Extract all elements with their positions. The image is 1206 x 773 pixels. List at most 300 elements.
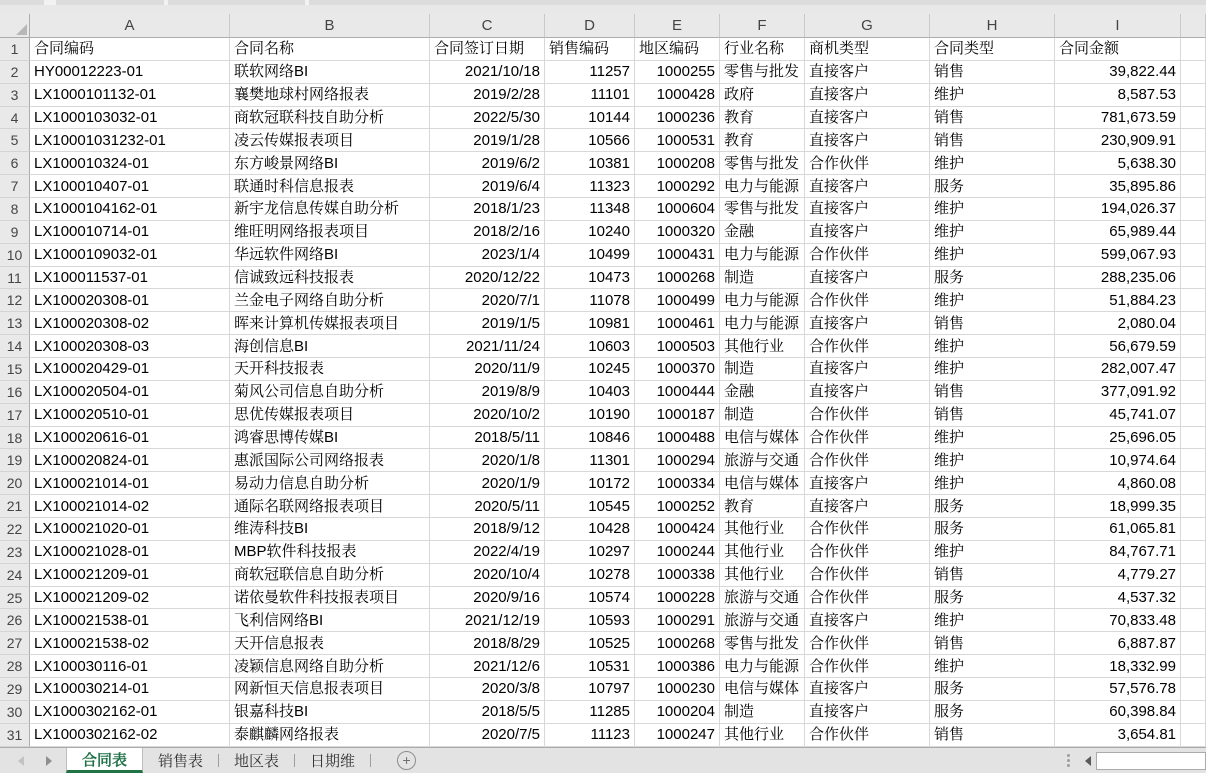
cell-F25[interactable]: 旅游与交通: [720, 587, 805, 610]
cell-G22[interactable]: 合作伙伴: [805, 518, 930, 541]
cell-B26[interactable]: 飞利信网络BI: [230, 609, 430, 632]
sheet-tab-日期维[interactable]: 日期维: [310, 753, 356, 770]
cell-E29[interactable]: 1000230: [635, 678, 720, 701]
row-header-5[interactable]: 5: [0, 129, 30, 152]
cell-I20[interactable]: 4,860.08: [1055, 472, 1181, 495]
cell-G7[interactable]: 直接客户: [805, 175, 930, 198]
cell-A17[interactable]: LX100020510-01: [30, 404, 230, 427]
cell-E23[interactable]: 1000244: [635, 541, 720, 564]
row-header-18[interactable]: 18: [0, 427, 30, 450]
cell-C23[interactable]: 2022/4/19: [430, 541, 545, 564]
cell-E27[interactable]: 1000268: [635, 632, 720, 655]
row-header-25[interactable]: 25: [0, 587, 30, 610]
cell-C5[interactable]: 2019/1/28: [430, 129, 545, 152]
cell-C29[interactable]: 2020/3/8: [430, 678, 545, 701]
cell-I10[interactable]: 599,067.93: [1055, 244, 1181, 267]
cell-C27[interactable]: 2018/8/29: [430, 632, 545, 655]
cell-A16[interactable]: LX100020504-01: [30, 381, 230, 404]
cell-E3[interactable]: 1000428: [635, 84, 720, 107]
cell-A12[interactable]: LX100020308-01: [30, 289, 230, 312]
cell-partial-23[interactable]: [1181, 541, 1206, 564]
cell-E4[interactable]: 1000236: [635, 107, 720, 130]
cell-F22[interactable]: 其他行业: [720, 518, 805, 541]
cell-E28[interactable]: 1000386: [635, 655, 720, 678]
cell-F20[interactable]: 电信与媒体: [720, 472, 805, 495]
cell-I18[interactable]: 25,696.05: [1055, 427, 1181, 450]
cell-B27[interactable]: 天开信息报表: [230, 632, 430, 655]
cell-E31[interactable]: 1000247: [635, 724, 720, 747]
cell-D13[interactable]: 10981: [545, 312, 635, 335]
row-header-6[interactable]: 6: [0, 152, 30, 175]
row-header-27[interactable]: 27: [0, 632, 30, 655]
column-header-E[interactable]: E: [635, 14, 720, 38]
cell-A6[interactable]: LX100010324-01: [30, 152, 230, 175]
cell-H28[interactable]: 维护: [930, 655, 1055, 678]
column-header-H[interactable]: H: [930, 14, 1055, 38]
cell-B28[interactable]: 凌颖信息网络自助分析: [230, 655, 430, 678]
cell-A23[interactable]: LX100021028-01: [30, 541, 230, 564]
cell-partial-13[interactable]: [1181, 312, 1206, 335]
cell-B19[interactable]: 惠派国际公司网络报表: [230, 449, 430, 472]
cell-A2[interactable]: HY00012223-01: [30, 61, 230, 84]
cell-E15[interactable]: 1000370: [635, 358, 720, 381]
row-header-12[interactable]: 12: [0, 289, 30, 312]
cell-E24[interactable]: 1000338: [635, 564, 720, 587]
cell-I22[interactable]: 61,065.81: [1055, 518, 1181, 541]
cell-F5[interactable]: 教育: [720, 129, 805, 152]
cell-A22[interactable]: LX100021020-01: [30, 518, 230, 541]
cell-F11[interactable]: 制造: [720, 267, 805, 290]
cell-C14[interactable]: 2021/11/24: [430, 335, 545, 358]
cell-D16[interactable]: 10403: [545, 381, 635, 404]
cell-F30[interactable]: 制造: [720, 701, 805, 724]
cell-D12[interactable]: 11078: [545, 289, 635, 312]
cell-H15[interactable]: 维护: [930, 358, 1055, 381]
cell-D2[interactable]: 11257: [545, 61, 635, 84]
cell-I15[interactable]: 282,007.47: [1055, 358, 1181, 381]
cell-F23[interactable]: 其他行业: [720, 541, 805, 564]
cell-G16[interactable]: 直接客户: [805, 381, 930, 404]
cell-E12[interactable]: 1000499: [635, 289, 720, 312]
cell-B12[interactable]: 兰金电子网络自助分析: [230, 289, 430, 312]
row-header-26[interactable]: 26: [0, 609, 30, 632]
cell-D27[interactable]: 10525: [545, 632, 635, 655]
cell-B16[interactable]: 菊风公司信息自助分析: [230, 381, 430, 404]
row-header-24[interactable]: 24: [0, 564, 30, 587]
tab-scroll-left-icon[interactable]: [18, 756, 24, 766]
row-header-21[interactable]: 21: [0, 495, 30, 518]
cell-G9[interactable]: 直接客户: [805, 221, 930, 244]
cell-F21[interactable]: 教育: [720, 495, 805, 518]
cell-A8[interactable]: LX1000104162-01: [30, 198, 230, 221]
cell-A20[interactable]: LX100021014-01: [30, 472, 230, 495]
cell-D17[interactable]: 10190: [545, 404, 635, 427]
row-header-10[interactable]: 10: [0, 244, 30, 267]
cell-B5[interactable]: 凌云传媒报表项目: [230, 129, 430, 152]
column-header-partial[interactable]: [1181, 14, 1206, 38]
cell-H12[interactable]: 维护: [930, 289, 1055, 312]
cell-E25[interactable]: 1000228: [635, 587, 720, 610]
cell-F31[interactable]: 其他行业: [720, 724, 805, 747]
cell-A18[interactable]: LX100020616-01: [30, 427, 230, 450]
cell-partial-22[interactable]: [1181, 518, 1206, 541]
cell-D26[interactable]: 10593: [545, 609, 635, 632]
cell-I3[interactable]: 8,587.53: [1055, 84, 1181, 107]
cell-partial-5[interactable]: [1181, 129, 1206, 152]
cell-partial-24[interactable]: [1181, 564, 1206, 587]
cell-G23[interactable]: 合作伙伴: [805, 541, 930, 564]
cell-G8[interactable]: 直接客户: [805, 198, 930, 221]
row-header-8[interactable]: 8: [0, 198, 30, 221]
column-header-A[interactable]: A: [30, 14, 230, 38]
cell-G4[interactable]: 直接客户: [805, 107, 930, 130]
cell-E17[interactable]: 1000187: [635, 404, 720, 427]
cell-G20[interactable]: 直接客户: [805, 472, 930, 495]
cell-C13[interactable]: 2019/1/5: [430, 312, 545, 335]
cell-I27[interactable]: 6,887.87: [1055, 632, 1181, 655]
cell-partial-31[interactable]: [1181, 724, 1206, 747]
cell-F15[interactable]: 制造: [720, 358, 805, 381]
cell-C26[interactable]: 2021/12/19: [430, 609, 545, 632]
cell-partial-11[interactable]: [1181, 267, 1206, 290]
cell-A5[interactable]: LX10001031232-01: [30, 129, 230, 152]
column-header-F[interactable]: F: [720, 14, 805, 38]
cell-G19[interactable]: 合作伙伴: [805, 449, 930, 472]
cell-F3[interactable]: 政府: [720, 84, 805, 107]
cell-B3[interactable]: 襄樊地球村网络报表: [230, 84, 430, 107]
cell-E9[interactable]: 1000320: [635, 221, 720, 244]
cell-I1[interactable]: 合同金额: [1055, 38, 1181, 61]
cell-I19[interactable]: 10,974.64: [1055, 449, 1181, 472]
cell-H3[interactable]: 维护: [930, 84, 1055, 107]
cell-B1[interactable]: 合同名称: [230, 38, 430, 61]
cell-B6[interactable]: 东方峻景网络BI: [230, 152, 430, 175]
cell-C20[interactable]: 2020/1/9: [430, 472, 545, 495]
cell-I24[interactable]: 4,779.27: [1055, 564, 1181, 587]
cell-E11[interactable]: 1000268: [635, 267, 720, 290]
cell-G25[interactable]: 合作伙伴: [805, 587, 930, 610]
cell-partial-30[interactable]: [1181, 701, 1206, 724]
cell-D22[interactable]: 10428: [545, 518, 635, 541]
cell-I2[interactable]: 39,822.44: [1055, 61, 1181, 84]
cell-A29[interactable]: LX100030214-01: [30, 678, 230, 701]
cell-C11[interactable]: 2020/12/22: [430, 267, 545, 290]
cell-E19[interactable]: 1000294: [635, 449, 720, 472]
row-header-19[interactable]: 19: [0, 449, 30, 472]
cell-A7[interactable]: LX100010407-01: [30, 175, 230, 198]
cell-A3[interactable]: LX1000101132-01: [30, 84, 230, 107]
cell-G24[interactable]: 合作伙伴: [805, 564, 930, 587]
cell-H1[interactable]: 合同类型: [930, 38, 1055, 61]
cell-partial-10[interactable]: [1181, 244, 1206, 267]
cell-G21[interactable]: 直接客户: [805, 495, 930, 518]
cell-A1[interactable]: 合同编码: [30, 38, 230, 61]
cell-I14[interactable]: 56,679.59: [1055, 335, 1181, 358]
cell-H18[interactable]: 维护: [930, 427, 1055, 450]
cell-B24[interactable]: 商软冠联信息自助分析: [230, 564, 430, 587]
cell-F29[interactable]: 电信与媒体: [720, 678, 805, 701]
cell-G6[interactable]: 合作伙伴: [805, 152, 930, 175]
row-header-30[interactable]: 30: [0, 701, 30, 724]
cell-D23[interactable]: 10297: [545, 541, 635, 564]
cell-F2[interactable]: 零售与批发: [720, 61, 805, 84]
cell-D15[interactable]: 10245: [545, 358, 635, 381]
cell-partial-17[interactable]: [1181, 404, 1206, 427]
cell-C3[interactable]: 2019/2/28: [430, 84, 545, 107]
cell-G28[interactable]: 合作伙伴: [805, 655, 930, 678]
cell-F27[interactable]: 零售与批发: [720, 632, 805, 655]
cell-I4[interactable]: 781,673.59: [1055, 107, 1181, 130]
cell-G15[interactable]: 直接客户: [805, 358, 930, 381]
cell-D1[interactable]: 销售编码: [545, 38, 635, 61]
cell-H10[interactable]: 维护: [930, 244, 1055, 267]
cell-H14[interactable]: 维护: [930, 335, 1055, 358]
cell-B11[interactable]: 信诚致远科技报表: [230, 267, 430, 290]
cell-F7[interactable]: 电力与能源: [720, 175, 805, 198]
cell-D7[interactable]: 11323: [545, 175, 635, 198]
scroll-left-button[interactable]: [1080, 752, 1096, 770]
cell-I25[interactable]: 4,537.32: [1055, 587, 1181, 610]
cell-E13[interactable]: 1000461: [635, 312, 720, 335]
cell-F1[interactable]: 行业名称: [720, 38, 805, 61]
column-header-C[interactable]: C: [430, 14, 545, 38]
cell-A13[interactable]: LX100020308-02: [30, 312, 230, 335]
cell-D30[interactable]: 11285: [545, 701, 635, 724]
cell-I29[interactable]: 57,576.78: [1055, 678, 1181, 701]
cell-H13[interactable]: 销售: [930, 312, 1055, 335]
cell-partial-3[interactable]: [1181, 84, 1206, 107]
cell-H29[interactable]: 服务: [930, 678, 1055, 701]
row-header-20[interactable]: 20: [0, 472, 30, 495]
cell-E16[interactable]: 1000444: [635, 381, 720, 404]
cell-F18[interactable]: 电信与媒体: [720, 427, 805, 450]
cell-H8[interactable]: 维护: [930, 198, 1055, 221]
cell-D18[interactable]: 10846: [545, 427, 635, 450]
cell-G3[interactable]: 直接客户: [805, 84, 930, 107]
cell-A21[interactable]: LX100021014-02: [30, 495, 230, 518]
cell-D14[interactable]: 10603: [545, 335, 635, 358]
cell-G14[interactable]: 合作伙伴: [805, 335, 930, 358]
cell-D24[interactable]: 10278: [545, 564, 635, 587]
cell-D21[interactable]: 10545: [545, 495, 635, 518]
cell-B14[interactable]: 海创信息BI: [230, 335, 430, 358]
sheet-tab-地区表[interactable]: 地区表: [234, 753, 280, 770]
row-header-2[interactable]: 2: [0, 61, 30, 84]
column-header-I[interactable]: I: [1055, 14, 1181, 38]
cell-partial-7[interactable]: [1181, 175, 1206, 198]
cell-partial-19[interactable]: [1181, 449, 1206, 472]
cell-E30[interactable]: 1000204: [635, 701, 720, 724]
row-header-13[interactable]: 13: [0, 312, 30, 335]
cell-H22[interactable]: 服务: [930, 518, 1055, 541]
cell-C28[interactable]: 2021/12/6: [430, 655, 545, 678]
cell-B29[interactable]: 网新恒天信息报表项目: [230, 678, 430, 701]
cell-A4[interactable]: LX1000103032-01: [30, 107, 230, 130]
cell-B20[interactable]: 易动力信息自助分析: [230, 472, 430, 495]
horizontal-scrollbar[interactable]: [1080, 748, 1206, 773]
cell-A19[interactable]: LX100020824-01: [30, 449, 230, 472]
row-header-1[interactable]: 1: [0, 38, 30, 61]
row-header-4[interactable]: 4: [0, 107, 30, 130]
cell-B31[interactable]: 泰麒麟网络报表: [230, 724, 430, 747]
cell-F14[interactable]: 其他行业: [720, 335, 805, 358]
column-header-G[interactable]: G: [805, 14, 930, 38]
cell-G31[interactable]: 合作伙伴: [805, 724, 930, 747]
cell-I16[interactable]: 377,091.92: [1055, 381, 1181, 404]
cell-I6[interactable]: 5,638.30: [1055, 152, 1181, 175]
cell-I21[interactable]: 18,999.35: [1055, 495, 1181, 518]
cell-partial-15[interactable]: [1181, 358, 1206, 381]
cell-partial-27[interactable]: [1181, 632, 1206, 655]
cell-partial-2[interactable]: [1181, 61, 1206, 84]
cell-D20[interactable]: 10172: [545, 472, 635, 495]
cell-E6[interactable]: 1000208: [635, 152, 720, 175]
cell-A10[interactable]: LX1000109032-01: [30, 244, 230, 267]
cell-I12[interactable]: 51,884.23: [1055, 289, 1181, 312]
column-header-B[interactable]: B: [230, 14, 430, 38]
cell-D6[interactable]: 10381: [545, 152, 635, 175]
cell-C17[interactable]: 2020/10/2: [430, 404, 545, 427]
cell-H4[interactable]: 销售: [930, 107, 1055, 130]
cell-E26[interactable]: 1000291: [635, 609, 720, 632]
cell-D8[interactable]: 11348: [545, 198, 635, 221]
cell-F13[interactable]: 电力与能源: [720, 312, 805, 335]
cell-H25[interactable]: 服务: [930, 587, 1055, 610]
cell-partial-9[interactable]: [1181, 221, 1206, 244]
cell-G26[interactable]: 直接客户: [805, 609, 930, 632]
cell-D29[interactable]: 10797: [545, 678, 635, 701]
cell-F10[interactable]: 电力与能源: [720, 244, 805, 267]
cell-C21[interactable]: 2020/5/11: [430, 495, 545, 518]
cell-G30[interactable]: 直接客户: [805, 701, 930, 724]
cell-C7[interactable]: 2019/6/4: [430, 175, 545, 198]
cell-partial-20[interactable]: [1181, 472, 1206, 495]
cell-G12[interactable]: 合作伙伴: [805, 289, 930, 312]
cell-H19[interactable]: 维护: [930, 449, 1055, 472]
cell-F8[interactable]: 零售与批发: [720, 198, 805, 221]
cell-H17[interactable]: 销售: [930, 404, 1055, 427]
cell-E20[interactable]: 1000334: [635, 472, 720, 495]
cell-D3[interactable]: 11101: [545, 84, 635, 107]
row-header-31[interactable]: 31: [0, 724, 30, 747]
cell-B4[interactable]: 商软冠联科技自助分析: [230, 107, 430, 130]
cell-H23[interactable]: 维护: [930, 541, 1055, 564]
row-header-17[interactable]: 17: [0, 404, 30, 427]
cell-partial-14[interactable]: [1181, 335, 1206, 358]
cell-partial-21[interactable]: [1181, 495, 1206, 518]
cell-C16[interactable]: 2019/8/9: [430, 381, 545, 404]
cell-E10[interactable]: 1000431: [635, 244, 720, 267]
cell-I8[interactable]: 194,026.37: [1055, 198, 1181, 221]
cell-partial-6[interactable]: [1181, 152, 1206, 175]
cell-A31[interactable]: LX1000302162-02: [30, 724, 230, 747]
cell-C24[interactable]: 2020/10/4: [430, 564, 545, 587]
sheet-tab-销售表[interactable]: 销售表: [158, 753, 204, 770]
cell-D4[interactable]: 10144: [545, 107, 635, 130]
cell-B13[interactable]: 晖来计算机传媒报表项目: [230, 312, 430, 335]
row-header-3[interactable]: 3: [0, 84, 30, 107]
cell-H21[interactable]: 服务: [930, 495, 1055, 518]
cell-A14[interactable]: LX100020308-03: [30, 335, 230, 358]
cell-H26[interactable]: 维护: [930, 609, 1055, 632]
cell-D10[interactable]: 10499: [545, 244, 635, 267]
cell-H16[interactable]: 销售: [930, 381, 1055, 404]
cell-F26[interactable]: 旅游与交通: [720, 609, 805, 632]
cell-A24[interactable]: LX100021209-01: [30, 564, 230, 587]
cell-I31[interactable]: 3,654.81: [1055, 724, 1181, 747]
cell-D31[interactable]: 11123: [545, 724, 635, 747]
cell-partial-28[interactable]: [1181, 655, 1206, 678]
select-all-corner[interactable]: [0, 14, 30, 38]
row-header-28[interactable]: 28: [0, 655, 30, 678]
cell-H11[interactable]: 服务: [930, 267, 1055, 290]
row-header-29[interactable]: 29: [0, 678, 30, 701]
cell-F6[interactable]: 零售与批发: [720, 152, 805, 175]
cell-I7[interactable]: 35,895.86: [1055, 175, 1181, 198]
cell-I11[interactable]: 288,235.06: [1055, 267, 1181, 290]
row-header-23[interactable]: 23: [0, 541, 30, 564]
cell-G1[interactable]: 商机类型: [805, 38, 930, 61]
cell-partial-4[interactable]: [1181, 107, 1206, 130]
cell-B2[interactable]: 联软网络BI: [230, 61, 430, 84]
cell-F4[interactable]: 教育: [720, 107, 805, 130]
row-header-16[interactable]: 16: [0, 381, 30, 404]
cell-A27[interactable]: LX100021538-02: [30, 632, 230, 655]
row-header-7[interactable]: 7: [0, 175, 30, 198]
cell-B18[interactable]: 鸿睿思博传媒BI: [230, 427, 430, 450]
cell-F16[interactable]: 金融: [720, 381, 805, 404]
cell-D11[interactable]: 10473: [545, 267, 635, 290]
cell-partial-16[interactable]: [1181, 381, 1206, 404]
cell-partial-26[interactable]: [1181, 609, 1206, 632]
row-header-22[interactable]: 22: [0, 518, 30, 541]
cell-C9[interactable]: 2018/2/16: [430, 221, 545, 244]
cell-H7[interactable]: 服务: [930, 175, 1055, 198]
cell-F19[interactable]: 旅游与交通: [720, 449, 805, 472]
cell-partial-8[interactable]: [1181, 198, 1206, 221]
cell-I13[interactable]: 2,080.04: [1055, 312, 1181, 335]
cell-A25[interactable]: LX100021209-02: [30, 587, 230, 610]
cell-C22[interactable]: 2018/9/12: [430, 518, 545, 541]
cell-G5[interactable]: 直接客户: [805, 129, 930, 152]
cell-H6[interactable]: 维护: [930, 152, 1055, 175]
cell-G17[interactable]: 合作伙伴: [805, 404, 930, 427]
add-sheet-button[interactable]: +: [397, 751, 416, 770]
cell-C2[interactable]: 2021/10/18: [430, 61, 545, 84]
cell-B15[interactable]: 天开科技报表: [230, 358, 430, 381]
cell-F28[interactable]: 电力与能源: [720, 655, 805, 678]
cell-C6[interactable]: 2019/6/2: [430, 152, 545, 175]
row-header-11[interactable]: 11: [0, 267, 30, 290]
cell-H31[interactable]: 销售: [930, 724, 1055, 747]
cell-H5[interactable]: 销售: [930, 129, 1055, 152]
cell-E18[interactable]: 1000488: [635, 427, 720, 450]
cell-C1[interactable]: 合同签订日期: [430, 38, 545, 61]
cell-C15[interactable]: 2020/11/9: [430, 358, 545, 381]
cell-D28[interactable]: 10531: [545, 655, 635, 678]
cell-G18[interactable]: 合作伙伴: [805, 427, 930, 450]
cell-C31[interactable]: 2020/7/5: [430, 724, 545, 747]
cell-partial-18[interactable]: [1181, 427, 1206, 450]
cell-B22[interactable]: 维涛科技BI: [230, 518, 430, 541]
cell-H24[interactable]: 销售: [930, 564, 1055, 587]
cell-G2[interactable]: 直接客户: [805, 61, 930, 84]
cell-I17[interactable]: 45,741.07: [1055, 404, 1181, 427]
cell-partial-25[interactable]: [1181, 587, 1206, 610]
cell-B8[interactable]: 新宇龙信息传媒自助分析: [230, 198, 430, 221]
cell-I30[interactable]: 60,398.84: [1055, 701, 1181, 724]
cell-A26[interactable]: LX100021538-01: [30, 609, 230, 632]
